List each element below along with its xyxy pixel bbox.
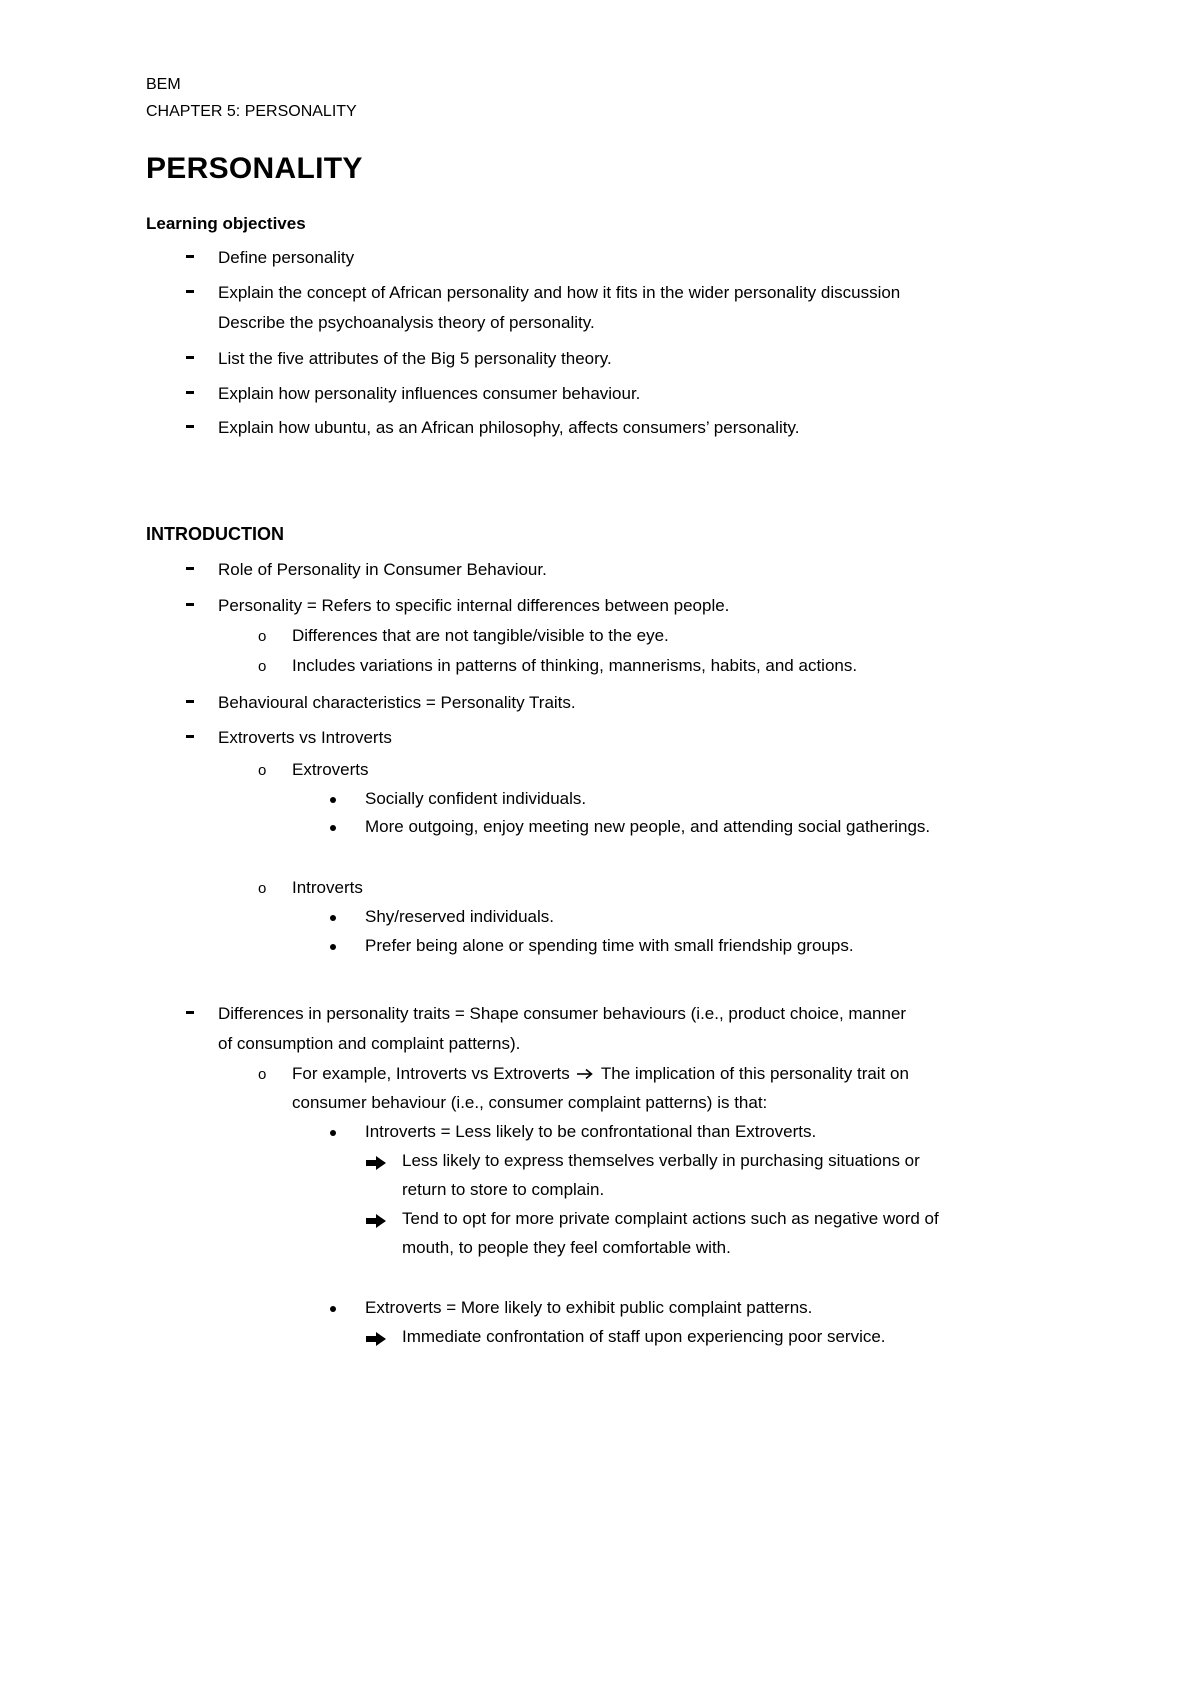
example-line-continuation: consumer behaviour (i.e., consumer complaint patterns) is that:	[292, 1093, 768, 1112]
extroverts-label: Extroverts	[292, 760, 369, 779]
dash-bullet-icon	[186, 356, 194, 359]
bold-arrow-icon	[365, 1213, 387, 1229]
dash-bullet-icon	[186, 1011, 194, 1014]
example-line	[292, 1064, 909, 1085]
intro-item: Personality = Refers to specific internal differences between people.	[218, 596, 730, 615]
dash-bullet-icon	[186, 391, 194, 394]
arrow-point-continuation: mouth, to people they feel comfortable with.	[402, 1238, 731, 1257]
objective-item: Explain the concept of African personality and how it fits in the wider personality discussion	[218, 283, 901, 302]
example-text-b: The implication of this personality trait on	[600, 1064, 909, 1083]
circle-bullet-icon: o	[258, 628, 267, 645]
round-bullet-icon	[330, 1306, 336, 1312]
objective-item: Explain how ubuntu, as an African philosophy, affects consumers’ personality.	[218, 418, 800, 437]
page-title: PERSONALITY	[146, 152, 363, 185]
objective-item: Explain how personality influences consumer behaviour.	[218, 384, 641, 403]
extroverts-complaint: Extroverts = More likely to exhibit public complaint patterns.	[365, 1298, 813, 1317]
introverts-complaint: Introverts = Less likely to be confrontational than Extroverts.	[365, 1122, 817, 1141]
learning-objectives-heading: Learning objectives	[146, 214, 306, 233]
objective-item: List the five attributes of the Big 5 personality theory.	[218, 349, 612, 368]
circle-bullet-icon: o	[258, 658, 267, 675]
intro-item: Differences in personality traits = Shape consumer behaviours (i.e., product choice, manner	[218, 1004, 907, 1023]
round-bullet-icon	[330, 797, 336, 803]
circle-bullet-icon: o	[258, 880, 267, 897]
header-course: BEM	[146, 76, 181, 93]
circle-bullet-icon: o	[258, 1066, 267, 1083]
round-bullet-icon	[330, 825, 336, 831]
intro-item: Extroverts vs Introverts	[218, 728, 392, 747]
introvert-trait: Shy/reserved individuals.	[365, 907, 554, 926]
dash-bullet-icon	[186, 255, 194, 258]
intro-item: Behavioural characteristics = Personality Traits.	[218, 693, 576, 712]
dash-bullet-icon	[186, 425, 194, 428]
dash-bullet-icon	[186, 735, 194, 738]
header-chapter: CHAPTER 5: PERSONALITY	[146, 103, 357, 120]
round-bullet-icon	[330, 1130, 336, 1136]
arrow-point-continuation: return to store to complain.	[402, 1180, 605, 1199]
intro-subitem: Includes variations in patterns of thinking, mannerisms, habits, and actions.	[292, 656, 858, 675]
dash-bullet-icon	[186, 290, 194, 293]
dash-bullet-icon	[186, 700, 194, 703]
intro-subitem: Differences that are not tangible/visible to the eye.	[292, 626, 669, 645]
dash-bullet-icon	[186, 603, 194, 606]
right-arrow-icon	[576, 1065, 594, 1085]
introverts-label: Introverts	[292, 878, 363, 897]
bold-arrow-icon	[365, 1155, 387, 1171]
introduction-heading: INTRODUCTION	[146, 524, 284, 544]
arrow-point: Immediate confrontation of staff upon experiencing poor service.	[402, 1327, 886, 1346]
objective-item: Describe the psychoanalysis theory of personality.	[218, 313, 595, 332]
dash-bullet-icon	[186, 567, 194, 570]
round-bullet-icon	[330, 944, 336, 950]
bold-arrow-icon	[365, 1331, 387, 1347]
circle-bullet-icon: o	[258, 762, 267, 779]
extrovert-trait: Socially confident individuals.	[365, 789, 587, 808]
example-text-a: For example, Introverts vs Extroverts	[292, 1064, 570, 1083]
extrovert-trait: More outgoing, enjoy meeting new people, and attending social gatherings.	[365, 817, 931, 836]
arrow-point: Tend to opt for more private complaint actions such as negative word of	[402, 1209, 939, 1228]
round-bullet-icon	[330, 915, 336, 921]
intro-item-continuation: of consumption and complaint patterns).	[218, 1034, 521, 1053]
arrow-point: Less likely to express themselves verbally in purchasing situations or	[402, 1151, 920, 1170]
objective-item: Define personality	[218, 248, 355, 267]
intro-item: Role of Personality in Consumer Behaviour.	[218, 560, 547, 579]
introvert-trait: Prefer being alone or spending time with small friendship groups.	[365, 936, 854, 955]
